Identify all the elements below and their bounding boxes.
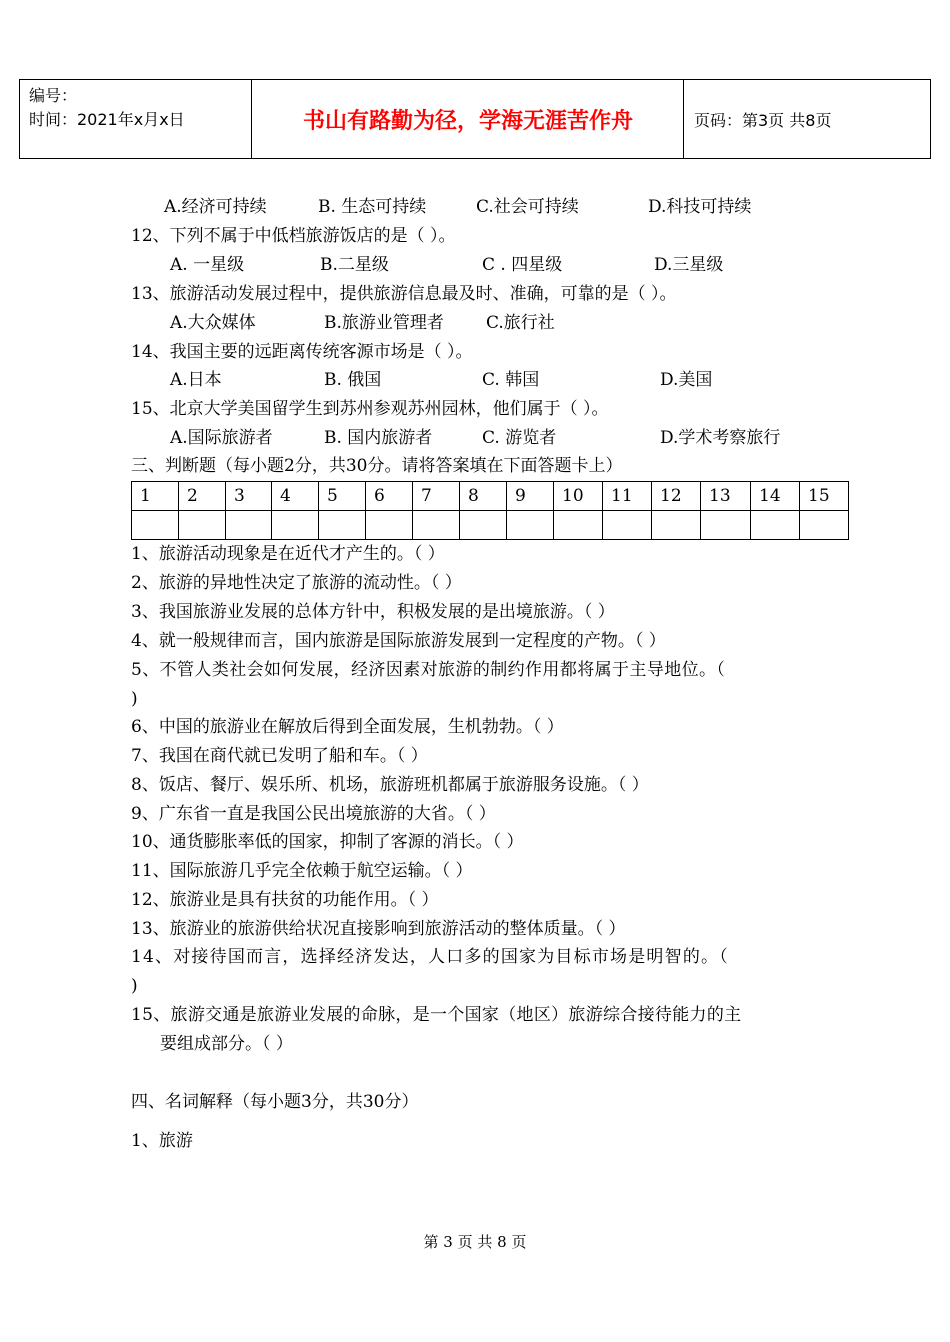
judge-item-11: 11、国际旅游几乎完全依赖于航空运输。（ ） (131, 861, 473, 881)
answer-cell[interactable] (460, 511, 507, 540)
judge-item-5-cont: ) (131, 689, 138, 709)
option-a: A.经济可持续 (164, 197, 267, 217)
time-label: 时间：2021年x月x日 (29, 110, 185, 129)
answer-cell[interactable] (507, 511, 554, 540)
header-border-right (930, 80, 931, 158)
option-c: C.旅行社 (486, 313, 555, 333)
judge-item-1: 1、旅游活动现象是在近代才产生的。（ ） (131, 544, 445, 564)
option-b: B.二星级 (320, 255, 389, 275)
option-d: D.三星级 (654, 255, 724, 275)
judge-item-4: 4、就一般规律而言，国内旅游是国际旅游发展到一定程度的产物。（ ） (131, 631, 666, 651)
answer-card-number: 12 (652, 482, 701, 511)
question-12: 12、下列不属于中低档旅游饭店的是（ ）。 (131, 226, 456, 246)
motto: 书山有路勤为径，学海无涯苦作舟 (302, 108, 633, 134)
judge-item-2: 2、旅游的异地性决定了旅游的流动性。（ ） (131, 573, 462, 593)
answer-cell[interactable] (226, 511, 272, 540)
answer-card-number: 2 (179, 482, 226, 511)
answer-card-table (131, 481, 849, 540)
question-13: 13、旅游活动发展过程中，提供旅游信息最及时、准确，可靠的是（ ）。 (131, 284, 677, 304)
judge-item-3: 3、我国旅游业发展的总体方针中，积极发展的是出境旅游。（ ） (131, 602, 615, 622)
option-d: D.科技可持续 (648, 197, 752, 217)
judge-item-14: 14、对接待国而言，选择经济发达，人口多的国家为目标市场是明智的。（ (131, 947, 729, 967)
judge-item-8: 8、饭店、餐厅、娱乐所、机场，旅游班机都属于旅游服务设施。（ ） (131, 775, 649, 795)
answer-cell[interactable] (366, 511, 413, 540)
answer-card-number: 5 (319, 482, 366, 511)
answer-cell[interactable] (701, 511, 751, 540)
judge-item-15: 15、旅游交通是旅游业发展的命脉，是一个国家（地区）旅游综合接待能力的主 (131, 1005, 742, 1025)
number-label: 编号： (29, 86, 78, 105)
judge-item-12: 12、旅游业是具有扶贫的功能作用。（ ） (131, 890, 439, 910)
answer-card-number: 14 (751, 482, 800, 511)
answer-card-header-row (132, 482, 849, 511)
answer-cell[interactable] (319, 511, 366, 540)
judge-item-7: 7、我国在商代就已发明了船和车。（ ） (131, 746, 428, 766)
answer-cell[interactable] (132, 511, 179, 540)
judge-item-15-cont: 要组成部分。（ ） (160, 1034, 293, 1054)
answer-card-number: 1 (132, 482, 179, 511)
answer-card-number: 4 (272, 482, 319, 511)
option-a: A.国际旅游者 (170, 428, 273, 448)
option-d: D.美国 (660, 370, 713, 390)
judge-item-6: 6、中国的旅游业在解放后得到全面发展，生机勃勃。（ ） (131, 717, 564, 737)
answer-card-blank-row (132, 511, 849, 540)
option-c: C. 游览者 (482, 428, 557, 448)
option-c: C . 四星级 (482, 255, 563, 275)
header-border-left (19, 80, 20, 158)
judge-item-14-cont: ) (131, 976, 138, 996)
option-a: A.日本 (170, 370, 222, 390)
option-b: B. 国内旅游者 (324, 428, 433, 448)
answer-cell[interactable] (652, 511, 701, 540)
answer-cell[interactable] (603, 511, 652, 540)
answer-cell[interactable] (272, 511, 319, 540)
option-b: B. 俄国 (324, 370, 382, 390)
section-3-title: 三、判断题（每小题2分，共30分。请将答案填在下面答题卡上） (131, 456, 623, 476)
answer-cell[interactable] (751, 511, 800, 540)
page-info: 页码：第3页 共8页 (694, 111, 832, 130)
answer-card-number: 6 (366, 482, 413, 511)
judge-item-13: 13、旅游业的旅游供给状况直接影响到旅游活动的整体质量。（ ） (131, 919, 626, 939)
page-footer: 第 3 页 共 8 页 (423, 1233, 527, 1251)
judge-item-5: 5、不管人类社会如何发展，经济因素对旅游的制约作用都将属于主导地位。（ (131, 660, 726, 680)
answer-card-number: 10 (554, 482, 603, 511)
answer-cell[interactable] (179, 511, 226, 540)
answer-cell[interactable] (554, 511, 603, 540)
answer-card-number: 15 (800, 482, 849, 511)
option-c: C.社会可持续 (476, 197, 579, 217)
answer-card-number: 9 (507, 482, 554, 511)
option-d: D.学术考察旅行 (660, 428, 781, 448)
question-14: 14、我国主要的远距离传统客源市场是（ ）。 (131, 342, 473, 362)
option-b: B.旅游业管理者 (324, 313, 444, 333)
answer-card-number: 3 (226, 482, 272, 511)
option-a: A.大众媒体 (170, 313, 256, 333)
answer-card-number: 11 (603, 482, 652, 511)
option-b: B. 生态可持续 (318, 197, 427, 217)
term-item-1: 1、旅游 (131, 1131, 193, 1151)
header-meta (29, 84, 185, 132)
judge-item-10: 10、通货膨胀率低的国家，抑制了客源的消长。（ ） (131, 832, 524, 852)
judge-item-9: 9、广东省一直是我国公民出境旅游的大省。（ ） (131, 804, 496, 824)
answer-card-number: 8 (460, 482, 507, 511)
answer-card-number: 13 (701, 482, 751, 511)
question-15: 15、北京大学美国留学生到苏州参观苏州园林，他们属于（ ）。 (131, 399, 609, 419)
answer-cell[interactable] (800, 511, 849, 540)
header-table (19, 79, 931, 159)
option-a: A. 一星级 (170, 255, 245, 275)
option-c: C. 韩国 (482, 370, 540, 390)
answer-card-number: 7 (413, 482, 460, 511)
section-4-title: 四、名词解释（每小题3分，共30分） (131, 1092, 419, 1112)
answer-cell[interactable] (413, 511, 460, 540)
